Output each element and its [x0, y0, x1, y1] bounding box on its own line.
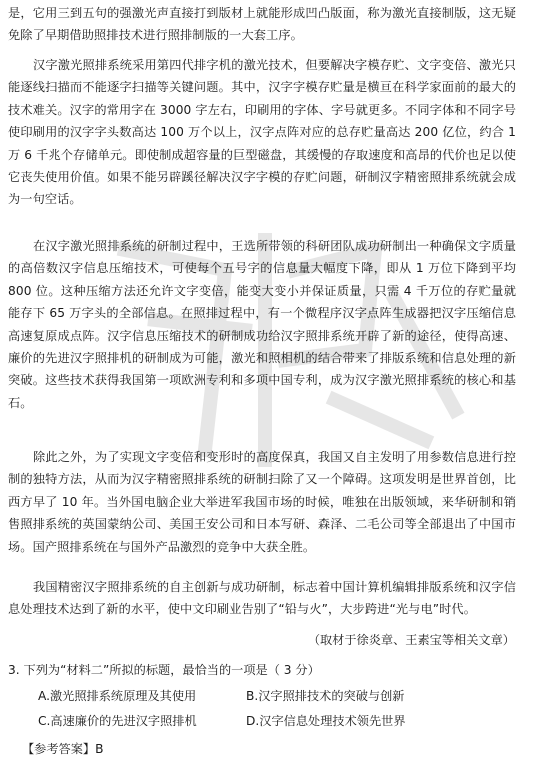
paragraph-laser-system: 汉字激光照排系统采用第四代排字机的激光技术，但要解决字模存贮、文字变倍、激光只能逐线扫描而不能逐字扫描等关键问题。其中，汉字字模存贮量是横亘在科学家面前的最大的技术难关。汉字的常用字在 3000 字左右，印刷用的字体、字号就更多。不同字体和不同字号使印刷用的汉字字头数高达 100 万个以上，汉字点阵对应的总存贮量高达 200 亿位，约合 1 万 6 千兆个存储单元。即使制成超容量的巨型磁盘，其缓慢的存取速度和高昂的代价也足以使它丧失使用价值。如果不能另辟蹊径解决汉字字模的存贮问题，研制汉字精密照排系统就会成为一句空话。 [8, 58, 516, 207]
paragraph-compression: 在汉字激光照排系统的研制过程中，王选所带领的科研团队成功研制出一种确保文字质量的高倍数汉字信息压缩技术，可使每个五号字的信息量大幅度下降，即从 1 万位下降到平均 800 位。这种压缩方法还允许文字变倍，能变大变小并保证质量，只需 4 千万位的存贮量就能存下 65 万字头的全部信息。在照排过程中，有一个微程序汉字点阵生成器把汉字压缩信息高速复原成点阵。汉字信息压缩技术的研制成功给汉字照排系统开辟了新的途径，使得高速、廉价的先进汉字照排机的研制成为可能，激光和照相机的结合带来了排版系统和信息处理的新突破。这些技术获得我国第一项欧洲专利和多项中国专利，成为汉字激光照排系统的核心和基石。 [8, 239, 516, 410]
paragraph-conclusion: 我国精密汉字照排系统的自主创新与成功研制，标志着中国计算机编辑排版系统和汉字信息处理技术达到了新的水平，使中文印刷业告别了“铅与火”，大步跨进“光与电”时代。 [8, 580, 516, 617]
reference-answer: 【参考答案】B [22, 742, 104, 756]
paragraph-continued: 是，它用三到五句的强激光声直接打到版材上就能形成凹凸版面，称为激光直接制版，这无疑免除了早期借助照排技术进行照排制版的一大套工序。 [8, 6, 516, 43]
option-c: C.高速廉价的先进汉字照排机 [38, 714, 197, 728]
option-d: D.汉字信息处理技术领先世界 [246, 714, 406, 728]
question-stem: 3. 下列为“材料二”所拟的标题，最恰当的一项是（ 3 分） [8, 663, 320, 677]
source-citation: （取材于徐炎章、王素宝等相关文章） [307, 633, 515, 647]
option-a: A.激光照排系统原理及其使用 [38, 689, 197, 703]
option-b: B.汉字照排技术的突破与创新 [246, 689, 405, 703]
paragraph-innovation: 除此之外，为了实现文字变倍和变形时的高度保真，我国又自主发明了用参数信息进行控制的独特方法，从而为汉字精密照排系统的研制扫除了又一个障碍。这项发明是世界首创，比西方早了 10 年。当外国电脑企业大举进军我国市场的时候，唯独在出版领域，来华研制和销售照排系统的英国蒙纳公司、美国王安公司和日本写研、森泽、二毛公司等全部退出了中国市场。国产照排系统在与国外产品激烈的竞争中大获全胜。 [8, 450, 516, 554]
